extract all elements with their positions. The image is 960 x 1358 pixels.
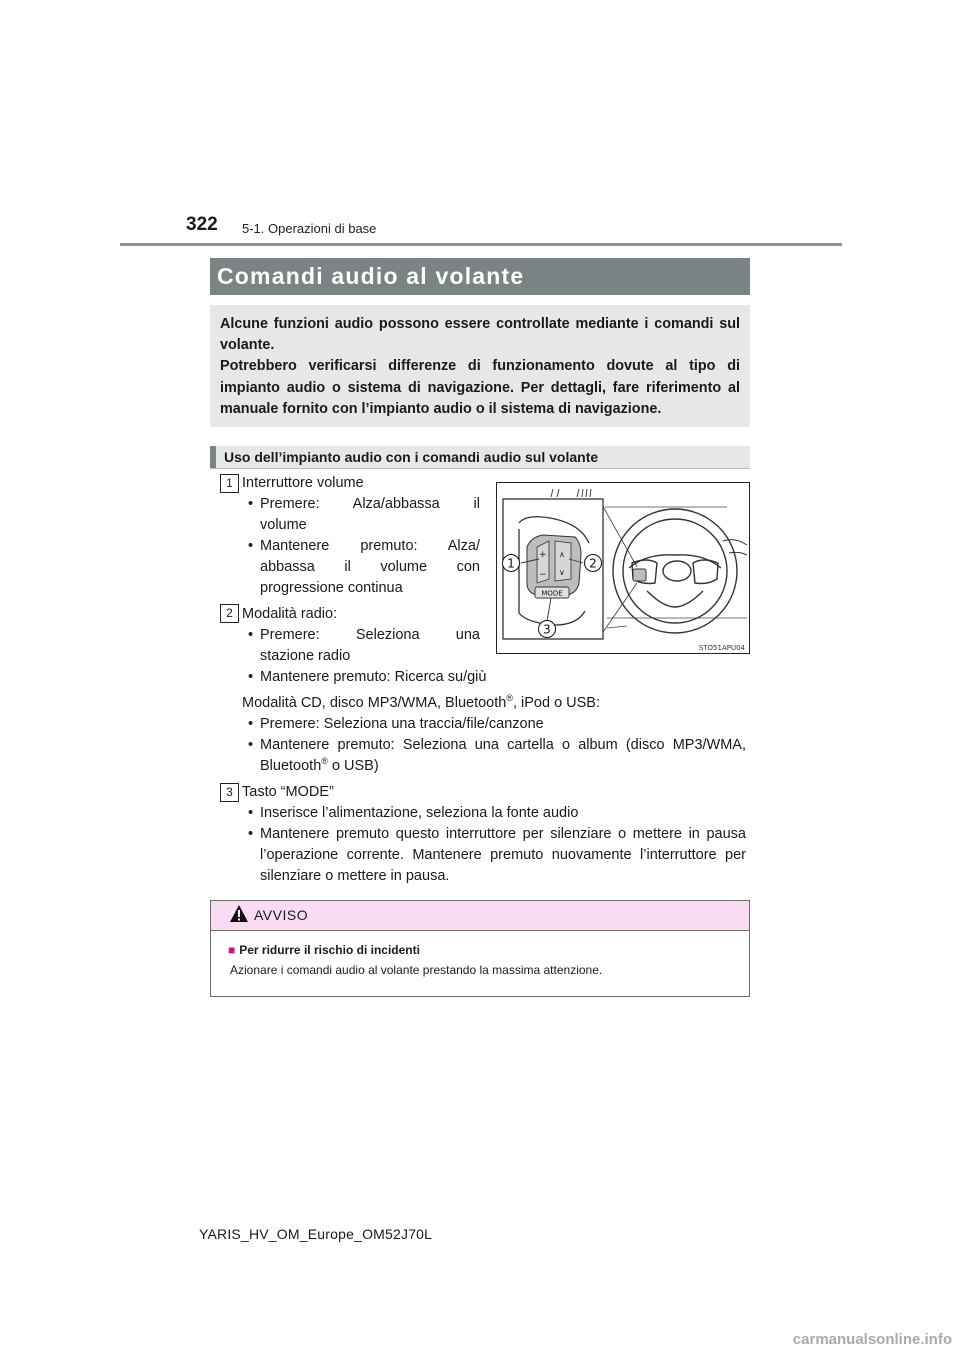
figure-code: STO51APU04 <box>698 644 745 652</box>
item-3-bullet-2: • Mantenere premuto questo interruttore per silenziare o mettere in pausa <box>260 824 746 845</box>
item-2-subtitle: Modalità CD, disco MP3/WMA, Bluetooth®, iPod o USB: <box>242 693 601 711</box>
item-2-sub-bullet-2: • Mantenere premuto: Seleziona una cartella o album (disco MP3/WMA, <box>260 735 746 756</box>
item-1-bullet-2: • Mantenere premuto: Alza/ <box>260 536 480 557</box>
callout-label-3: 3 <box>543 622 551 637</box>
svg-text:∧: ∧ <box>559 550 565 559</box>
item-1-title: Interruttore volume <box>242 475 364 491</box>
item-number-3: 3 <box>220 783 239 802</box>
square-bullet-icon: ■ <box>228 943 236 957</box>
section-label: 5-1. Operazioni di base <box>242 221 377 236</box>
item-3-title: Tasto “MODE” <box>242 784 334 800</box>
warning-triangle-icon <box>229 904 249 923</box>
warning-header <box>211 901 749 931</box>
wheel-switch <box>633 569 646 581</box>
header-divider <box>120 243 842 246</box>
item-1-bullet-1-cont: volume <box>260 517 307 533</box>
warning-box <box>210 900 750 997</box>
item-number-2: 2 <box>220 604 239 623</box>
footer-code: YARIS_HV_OM_Europe_OM52J70L <box>199 1226 433 1242</box>
item-2-title: Modalità radio: <box>242 606 338 622</box>
item-3-bullet-1: • Inserisce l’alimentazione, seleziona la fonte audio <box>260 803 578 824</box>
page-title: Comandi audio al volante <box>210 258 750 295</box>
intro-box <box>210 305 750 427</box>
svg-text:−: − <box>539 570 547 580</box>
intro-paragraph-2: Potrebbero verificarsi differenze di funzionamento dovute al tipo di impianto audio o sistema di navigazione. Per dettagli, fare riferimento al manuale fornito con l’impianto audio o il sistema di navigazione. <box>220 358 740 417</box>
item-2-bullet-2: • Mantenere premuto: Ricerca su/giù <box>260 667 486 688</box>
item-number-1: 1 <box>220 474 239 493</box>
warning-subtitle: ■ Per ridurre il rischio di incidenti <box>228 943 420 957</box>
page-number: 322 <box>186 214 218 235</box>
callout-label-2: 2 <box>589 556 597 571</box>
bullet-mark: • <box>248 826 254 842</box>
warning-title: AVVISO <box>254 907 309 923</box>
bullet-mark: • <box>248 627 254 643</box>
subsection-rule <box>210 468 750 469</box>
item-3-bullet-2-cont: l’operazione corrente. Mantenere premuto nuovamente l’interruttore per <box>260 847 746 863</box>
steering-wheel-figure <box>496 482 750 654</box>
callout-label-1: 1 <box>507 556 515 571</box>
svg-text:+: + <box>539 550 547 560</box>
item-1-bullet-2-cont: abbassa il volume con <box>260 559 480 575</box>
svg-text:∨: ∨ <box>559 568 565 577</box>
item-2-bullet-1-cont: stazione radio <box>260 648 351 664</box>
bullet-mark: • <box>248 496 254 512</box>
item-2-sub-bullet-2-cont: Bluetooth® o USB) <box>260 756 379 774</box>
item-3-bullet-2-cont2: silenziare o mettere in pausa. <box>260 868 450 884</box>
item-2-bullet-1: • Premere: Seleziona una <box>260 625 480 646</box>
item-1-bullet-1: • Premere: Alza/abbassa il <box>260 494 480 515</box>
bullet-mark: • <box>248 716 254 732</box>
bullet-mark: • <box>248 805 254 821</box>
bullet-mark: • <box>248 737 254 753</box>
steering-wheel-illustration <box>497 483 751 655</box>
intro-paragraph-1: Alcune funzioni audio possono essere controllate mediante i comandi sul volante. <box>220 316 740 354</box>
item-2-sub-bullet-1: • Premere: Seleziona una traccia/file/canzone <box>260 714 544 735</box>
mode-label: MODE <box>541 589 563 598</box>
warning-text: Azionare i comandi audio al volante prestando la massima attenzione. <box>230 963 603 977</box>
item-1-bullet-2-cont2: progressione continua <box>260 580 403 596</box>
watermark: carmanualsonline.info <box>792 1331 952 1348</box>
bullet-mark: • <box>248 669 254 685</box>
bullet-mark: • <box>248 538 254 554</box>
subsection-heading: Uso dell’impianto audio con i comandi audio sul volante <box>210 446 750 469</box>
